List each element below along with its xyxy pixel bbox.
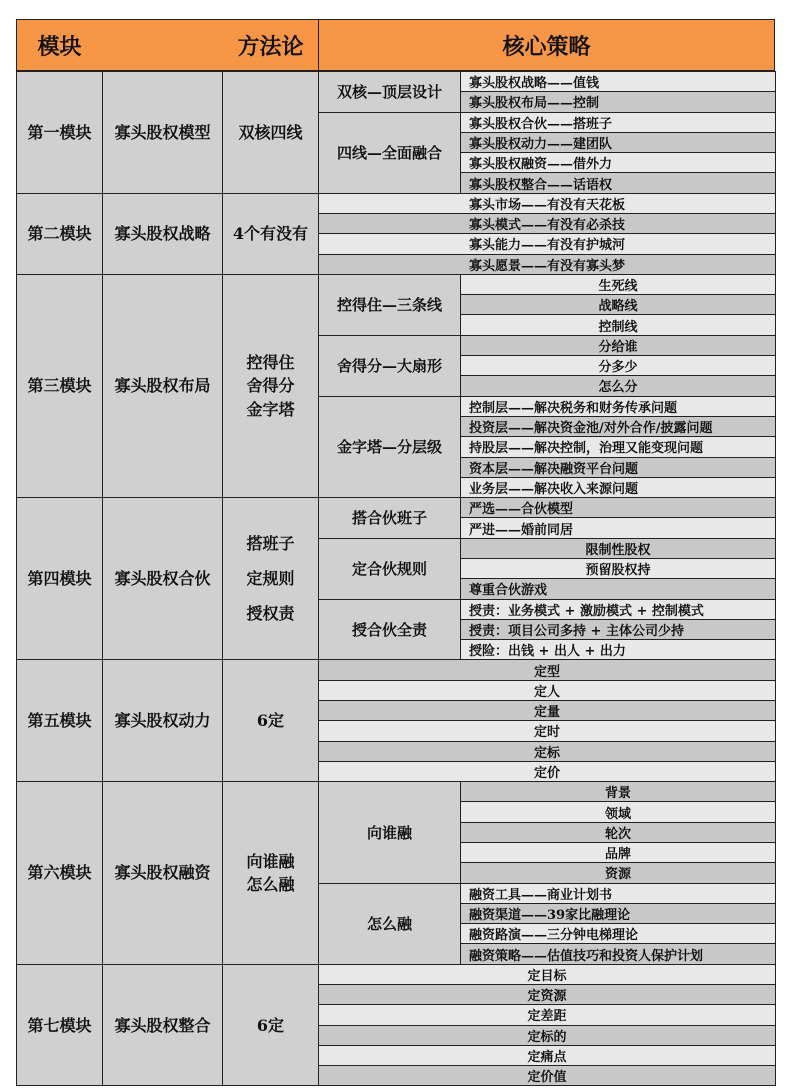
strategy-item: 严选——合伙模型 (460, 497, 776, 518)
method-line: 控得住 (246, 353, 295, 373)
strategy-item: 分多少 (460, 355, 776, 376)
strategy-item: 寡头股权战略——值钱 (460, 71, 776, 92)
strategy-item: 定资源 (318, 984, 776, 1005)
group-label: 向谁融 (318, 781, 461, 883)
module-method (222, 964, 319, 1087)
strategy-item: 寡头能力——有没有护城河 (318, 233, 776, 254)
module-label: 第七模块 (16, 964, 103, 1087)
strategy-item: 寡头愿景——有没有寡头梦 (318, 254, 776, 275)
header-strategy: 核心策略 (318, 19, 775, 71)
module-name: 寡头股权融资 (102, 781, 223, 965)
module-label: 第四模块 (16, 497, 103, 660)
strategy-item: 定差距 (318, 1004, 776, 1025)
method-line: 6定 (256, 711, 285, 731)
strategy-item: 寡头市场——有没有天花板 (318, 193, 776, 214)
strategy-item: 定时 (318, 720, 776, 741)
method-line: 搭班子 (246, 533, 295, 553)
strategy-item: 严进——婚前同居 (460, 517, 776, 538)
header-module: 模块 (16, 19, 103, 71)
header-method: 方法论 (222, 19, 319, 71)
header-module-name-spacer (102, 19, 223, 71)
strategy-item: 寡头股权整合——话语权 (460, 172, 776, 193)
module-name: 寡头股权战略 (102, 193, 223, 275)
strategy-item: 预留股权持 (460, 558, 776, 579)
module-name: 寡头股权合伙 (102, 497, 223, 660)
strategy-item: 定标的 (318, 1025, 776, 1046)
strategy-item: 寡头股权布局——控制 (460, 91, 776, 112)
strategy-item: 资源 (460, 862, 776, 883)
group-label: 四线—全面融合 (318, 112, 461, 194)
strategy-item: 定价值 (318, 1065, 776, 1086)
group-label: 双核—顶层设计 (318, 71, 461, 113)
strategy-item: 定量 (318, 700, 776, 721)
module-label: 第六模块 (16, 781, 103, 965)
method-line: 6定 (256, 1015, 285, 1035)
method-line: 定规则 (246, 569, 295, 589)
strategy-item: 轮次 (460, 822, 776, 843)
strategy-item: 分给谁 (460, 335, 776, 356)
strategy-item: 寡头模式——有没有必杀技 (318, 213, 776, 234)
strategy-item: 背景 (460, 781, 776, 802)
module-method (222, 274, 319, 498)
module-method (222, 781, 319, 965)
method-line: 4个有没有 (232, 224, 309, 244)
strategy-item: 持股层——解决控制，治理又能变现问题 (460, 436, 776, 457)
strategy-item: 授险：出钱 + 出人 + 出力 (460, 639, 776, 660)
module-method (222, 659, 319, 782)
strategy-item: 融资路演——三分钟电梯理论 (460, 923, 776, 944)
group-label: 舍得分—大扇形 (318, 335, 461, 397)
module-label: 第三模块 (16, 274, 103, 498)
method-line: 舍得分 (246, 376, 295, 396)
strategy-item: 限制性股权 (460, 538, 776, 559)
module-label: 第一模块 (16, 71, 103, 194)
strategy-item: 融资渠道——39家比融理论 (460, 903, 776, 924)
module-label: 第二模块 (16, 193, 103, 275)
strategy-item: 授责：业务模式 + 激励模式 + 控制模式 (460, 599, 776, 620)
module-method (222, 497, 319, 660)
strategy-item: 资本层——解决融资平台问题 (460, 457, 776, 478)
strategy-item: 融资策略——估值技巧和投资人保护计划 (460, 943, 776, 964)
module-name: 寡头股权整合 (102, 964, 223, 1087)
strategy-item: 授责：项目公司多持 + 主体公司少持 (460, 619, 776, 640)
group-label: 授合伙全责 (318, 599, 461, 661)
group-label: 搭合伙班子 (318, 497, 461, 539)
method-line: 向谁融 (246, 851, 295, 871)
strategy-item: 投资层——解决资金池/对外合作/披露问题 (460, 416, 776, 437)
strategy-item: 定标 (318, 741, 776, 762)
method-line: 怎么融 (246, 874, 295, 894)
strategy-item: 定人 (318, 680, 776, 701)
module-label: 第五模块 (16, 659, 103, 782)
group-label: 金字塔—分层级 (318, 396, 461, 498)
method-line: 金字塔 (246, 399, 295, 419)
strategy-item: 品牌 (460, 842, 776, 863)
method-line: 授权责 (246, 604, 295, 624)
module-name: 寡头股权动力 (102, 659, 223, 782)
strategy-item: 寡头股权合伙——搭班子 (460, 112, 776, 133)
strategy-item: 定目标 (318, 964, 776, 985)
strategy-item: 定价 (318, 761, 776, 782)
group-label: 控得住—三条线 (318, 274, 461, 336)
strategy-item: 控制线 (460, 314, 776, 335)
strategy-table (16, 19, 775, 1086)
strategy-item: 领域 (460, 801, 776, 822)
module-method (222, 71, 319, 194)
strategy-item: 尊重合伙游戏 (460, 578, 776, 599)
group-label: 定合伙规则 (318, 538, 461, 600)
module-name: 寡头股权模型 (102, 71, 223, 194)
module-method (222, 193, 319, 275)
module-name: 寡头股权布局 (102, 274, 223, 498)
strategy-item: 业务层——解决收入来源问题 (460, 477, 776, 498)
strategy-item: 寡头股权融资——借外力 (460, 152, 776, 173)
strategy-item: 战略线 (460, 294, 776, 315)
strategy-item: 定痛点 (318, 1045, 776, 1066)
strategy-item: 定型 (318, 659, 776, 680)
strategy-item: 控制层——解决税务和财务传承问题 (460, 396, 776, 417)
strategy-item: 融资工具——商业计划书 (460, 883, 776, 904)
strategy-item: 寡头股权动力——建团队 (460, 132, 776, 153)
strategy-item: 怎么分 (460, 375, 776, 396)
group-label: 怎么融 (318, 883, 461, 965)
strategy-item: 生死线 (460, 274, 776, 295)
method-line: 双核四线 (238, 122, 303, 142)
